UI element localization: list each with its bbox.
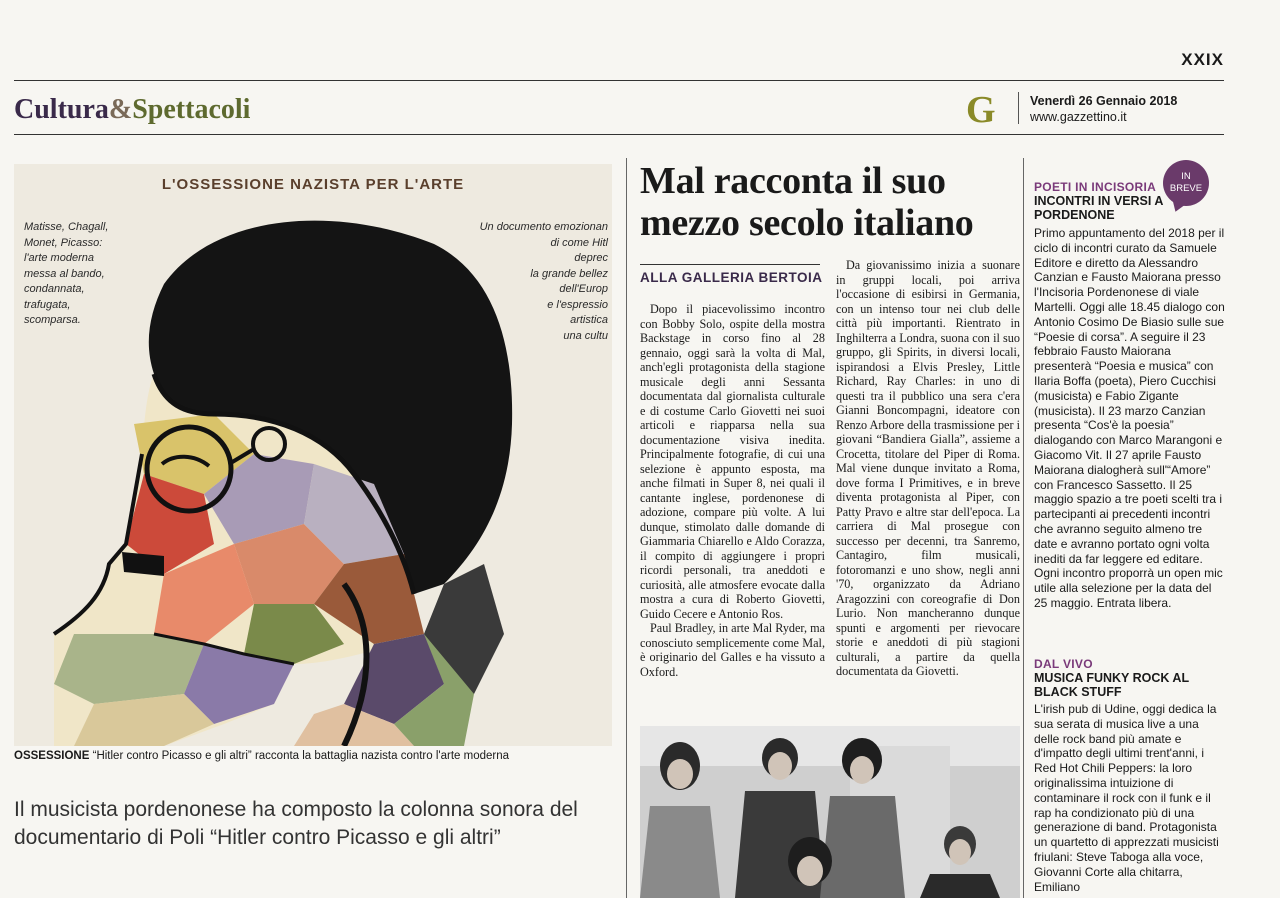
masthead-bottom-rule (14, 134, 1224, 135)
article-paragraph: Da giovanissimo inizia a suonare in gruppi locali, poi arriva l'occasione di esibirsi in Germania, con un intenso tour nei club delle città più importanti. Rientrato in Inghilterra a Londra, suona con il suo gruppo, gli Spirits, in diversi locali, ispirandosi a Elvis Presley, Little Richard, Ray Charles: in uno di questi tra il pubblico una sera c'era Gianni Boncompagni, ideatore con Renzo Arbore della trasmissione per i giovani “Bandiera Gialla”, assieme a Crocetta, titolare del Piper di Roma. Mal viene dunque invitato a Roma, dove forma I Primitives, e in breve diventa protagonista al Piper, con Patty Pravo e altre star dell'epoca. La carriera di Mal prosegue con successo per decenni, tra Sanremo, Cantagiro, film musicali, fotoromanzi e uno show, negli anni '70, organizzato da Adriano Aragozzini con coreografie di Don Lurio. Non mancheranno dunque spunti e argomenti per rievocare storie e aneddoti di più stagioni culturali, a partire da quella documentata da Giovetti. (836, 258, 1020, 678)
illustration-right-text (480, 220, 608, 344)
page-number: XXIX (1181, 50, 1224, 69)
illustration-right-line: di come Hitl (550, 236, 608, 249)
brief-kicker: DAL VIVO (1034, 657, 1093, 671)
column-divider-left (626, 158, 627, 898)
illustration-right-line: una cultu (563, 329, 608, 342)
illustration-left-line: messa al bando, (24, 267, 105, 280)
brief-body: Primo appuntamento del 2018 per il ciclo di incontri curato da Samuele Editore e diretto da Alessandro Canzian e Fausto Maiorana presso l'Incisoria Pordenonese di viale Martelli. Oggi alle 18.45 dialogo con Antonio Cosimo De Biasio sulle sue “Poesie di corsa”. A seguire il 23 febbraio Fausto Maiorana presenterà “Poesia e musica” con Ilaria Boffa (poeta), Piero Cucchisi (musicista) e Fabio Zigante (musicista). Il 23 marzo Canzian presenta “Cos'è la poesia” dialogando con Marco Marangoni e Giacomo Vit. Il 27 aprile Fausto Maiorana dialogherà sull'“Amore” con Francesco Sassetto. Il 25 maggio spazio a tre poeti scelti tra i partecipanti ai precedenti incontri che avranno seguito almeno tre date e avranno portato ogni volta inediti da far leggere ed editare. Ogni incontro proporrà un open mic utile alla selezione per la data del 25 maggio. Entrata libera. (1034, 226, 1225, 610)
image-caption (14, 750, 614, 762)
illustration-left-line: Matisse, Chagall, (24, 221, 109, 233)
section-title-amp: & (108, 94, 133, 125)
article-column-1 (640, 302, 825, 679)
illustration-right-line: la grande bellez (530, 267, 608, 280)
brief-title: MUSICA FUNKY ROCK AL BLACK STUFF (1034, 671, 1189, 699)
illustration-right-line: deprec (574, 252, 608, 264)
illustration-right-line: Un documento emozionan (479, 221, 608, 233)
illustration-left-text (24, 220, 108, 329)
section-title-part1: Cultura (14, 94, 109, 125)
publication-website: www.gazzettino.it (1030, 110, 1127, 124)
masthead-divider (1018, 92, 1019, 124)
newspaper-logo: G (966, 89, 996, 131)
illustration-left-line: scomparsa. (24, 314, 81, 326)
caption-label: OSSESSIONE (14, 750, 90, 762)
illustration-title: L'OSSESSIONE NAZISTA PER L'ARTE (161, 176, 465, 193)
brief-kicker: POETI IN INCISORIA (1034, 180, 1157, 194)
article-paragraph: Paul Bradley, in arte Mal Ryder, ma conosciuto semplicemente come Mal, è originario del Galles e ha vissuto a Oxford. (640, 621, 825, 679)
column-divider-right (1023, 158, 1024, 898)
illustration-right-line: artistica (570, 314, 608, 326)
article-kicker: ALLA GALLERIA BERTOIA (640, 264, 820, 285)
band-photo-image (640, 726, 1020, 898)
article-subheadline: Il musicista pordenonese ha composto la colonna sonora del documentario di Poli “Hitler contro Picasso e gli altri” (14, 798, 578, 849)
caption-text: “Hitler contro Picasso e gli altri” racconta la battaglia nazista contro l'arte moderna (89, 750, 510, 762)
illustration-left-line: trafugata, (24, 298, 71, 311)
illustration-left-line: l'arte moderna (24, 252, 94, 264)
hitler-portrait-illustration (14, 164, 612, 746)
top-rule (14, 80, 1224, 81)
badge-line: BREVE (1169, 183, 1203, 194)
section-title (14, 94, 250, 126)
publication-date: Venerdì 26 Gennaio 2018 (1030, 94, 1178, 108)
band-photo (640, 726, 1020, 898)
illustration-left-line: condannata, (24, 283, 85, 295)
section-title-part2: Spettacoli (132, 94, 251, 125)
in-breve-badge (1163, 160, 1209, 206)
illustration-right-line: e l'espressio (547, 298, 608, 311)
badge-line: IN (1181, 171, 1191, 182)
brief-title: INCONTRI IN VERSI A PORDENONE (1034, 194, 1163, 222)
article-paragraph: Dopo il piacevolissimo incontro con Bobby Solo, ospite della mostra Backstage in corso fino al 28 gennaio, oggi sarà la volta di Mal, anch'egli protagonista della stagione musicale degli anni Sessanta documentata dal giornalista culturale e di costume Carlo Giovetti nei suoi articoli e riapparsa nella sua documentazione visiva inedita. Principalmente fotografie, di cui una selezione è appunto esposta, ma anche filmati in Super 8, nei quali il cantante inglese, pordenonese di adozione, compare più volte. A lui dunque, stimolato dalle domande di Giammaria Chiarello e Aldo Corazza, il compito di aggiungere i propri ricordi personali, tra aneddoti e curiosità, alle atmosfere evocate dalla mostra a cura di Roberto Giovetti, Guido Cecere e Antonio Ros. (640, 302, 825, 621)
illustration-left-line: Monet, Picasso: (24, 236, 103, 249)
article-column-2 (836, 258, 1020, 679)
brief-body: L'irish pub di Udine, oggi dedica la sua serata di musica live a una delle rock band più amate e d'impatto degli ultimi trent'anni, i Red Hot Chili Peppers: la loro originalissima intuizione di contaminare il rock con il funk e il rap ha condizionato più di una generazione di band. Protagonista un quartetto di apprezzati musicisti friulani: Steve Taboga alla voce, Giovanni Corte alla chitarra, Emiliano (1034, 702, 1219, 894)
article-headline: Mal racconta il suo mezzo secolo italiano (640, 160, 974, 244)
illustration-right-line: dell'Europ (559, 283, 608, 295)
